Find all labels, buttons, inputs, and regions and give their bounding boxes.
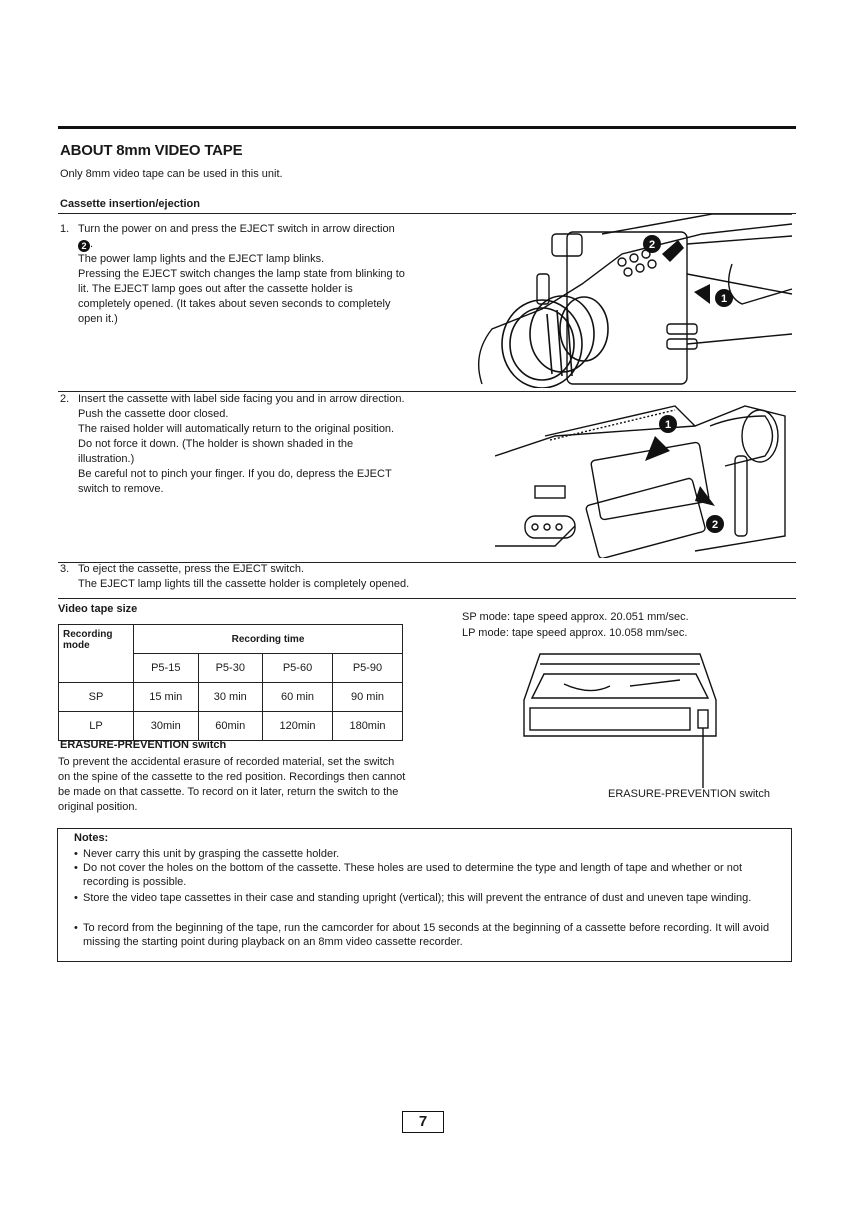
tape-type-header: P5-60 bbox=[263, 654, 333, 683]
time-cell: 180min bbox=[333, 712, 403, 741]
tape-size-heading: Video tape size bbox=[58, 603, 138, 615]
tape-type-header: P5-30 bbox=[198, 654, 263, 683]
tape-type-header: P5-90 bbox=[333, 654, 403, 683]
erasure-heading: ERASURE-PREVENTION switch bbox=[60, 739, 227, 751]
step-line: Do not force it down. (The holder is shown shaded in the illustration.) bbox=[78, 438, 354, 465]
sp-mode-speed: SP mode: tape speed approx. 20.051 mm/sec. bbox=[462, 611, 689, 623]
step-number: 2. bbox=[60, 393, 70, 405]
time-cell: 60min bbox=[198, 712, 263, 741]
cassette-spine-illustration bbox=[520, 650, 720, 790]
notes-heading: Notes: bbox=[74, 832, 109, 844]
note-item: • Never carry this unit by grasping the cassette holder. bbox=[74, 848, 340, 860]
lp-mode-speed: LP mode: tape speed approx. 10.058 mm/sec. bbox=[462, 627, 688, 639]
tape-size-table bbox=[58, 624, 403, 741]
time-cell: 30 min bbox=[198, 683, 263, 712]
step-line: Insert the cassette with label side facing you and in arrow direction. Push the cassette door closed. bbox=[78, 393, 405, 420]
page-number: 7 bbox=[402, 1111, 444, 1133]
note-item: • Do not cover the holes on the bottom of the cassette. These holes are used to determine the type and length of tape and whether or not recording is possible. bbox=[74, 862, 743, 888]
camcorder-eject-illustration bbox=[472, 214, 796, 388]
intro-text: Only 8mm video tape can be used in this unit. bbox=[60, 168, 283, 180]
step-number: 3. bbox=[60, 563, 70, 575]
svg-text:1: 1 bbox=[664, 419, 672, 431]
step-3 bbox=[60, 562, 420, 592]
erasure-text: To prevent the accidental erasure of recorded material, set the switch on the spine of the cassette to the red position. Recordings then cannot be made on that cassette. To record on it later, return the switch to the original position. bbox=[58, 756, 406, 813]
badge-2-icon: 2 bbox=[78, 240, 90, 252]
svg-text:2: 2 bbox=[711, 519, 719, 531]
bullet-icon: • bbox=[74, 922, 78, 934]
cassette-insertion-illustration bbox=[495, 396, 790, 558]
note-item: • Store the video tape cassettes in their case and standing upright (vertical); this will prevent the entrance of dust and uneven tape winding. bbox=[74, 892, 752, 904]
svg-text:2: 2 bbox=[648, 239, 656, 251]
time-cell: 60 min bbox=[263, 683, 333, 712]
step-line: The power lamp lights and the EJECT lamp blinks. bbox=[78, 253, 325, 265]
note-item: • To record from the beginning of the tape, run the camcorder for about 15 seconds at the beginning of a cassette before recording. It will avoid missing the starting point during playback on an 8mm video cassette recorder. bbox=[74, 922, 770, 948]
section-title: ABOUT 8mm VIDEO TAPE bbox=[60, 142, 243, 159]
tape-speed-info bbox=[462, 609, 689, 641]
top-rule bbox=[58, 126, 796, 129]
table-row bbox=[59, 683, 403, 712]
mode-header: Recording mode bbox=[59, 625, 134, 683]
erasure-switch-label: ERASURE-PREVENTION switch bbox=[608, 788, 770, 800]
step-line: The EJECT lamp lights till the cassette holder is completely opened. bbox=[78, 578, 410, 590]
step-line: To eject the cassette, press the EJECT switch. bbox=[78, 563, 305, 575]
time-cell: 30min bbox=[134, 712, 199, 741]
time-cell: 120min bbox=[263, 712, 333, 741]
mode-cell: SP bbox=[59, 683, 134, 712]
bullet-icon: • bbox=[74, 892, 78, 904]
time-cell: 90 min bbox=[333, 683, 403, 712]
step-2 bbox=[60, 392, 407, 497]
time-header: Recording time bbox=[134, 625, 403, 654]
table-row bbox=[59, 712, 403, 741]
step-1: 1. Turn the power on and press the EJECT switch in arrow direction 2 . The power lamp lights and the EJECT lamp blinks. Pressing the EJECT switch changes the lamp state from blinking to lit. The EJECT lamp goes out after the cassette holder is completely opened. (It takes about seven seconds to completely open it.) bbox=[60, 222, 407, 327]
step-line: Be careful not to pinch your finger. If you do, depress the EJECT switch to remove. bbox=[78, 468, 392, 495]
mode-cell: LP bbox=[59, 712, 134, 741]
step-line: Pressing the EJECT switch changes the lamp state from blinking to lit. The EJECT lamp goes out after the cassette holder is completely opened. (It takes about seven seconds to completely open it.) bbox=[78, 268, 405, 325]
tape-type-header: P5-15 bbox=[134, 654, 199, 683]
cassette-heading: Cassette insertion/ejection bbox=[60, 198, 200, 210]
bullet-icon: • bbox=[74, 848, 78, 860]
step-line: Turn the power on and press the EJECT switch in arrow direction bbox=[78, 223, 395, 235]
bullet-icon: • bbox=[74, 862, 78, 874]
step-line: The raised holder will automatically return to the original position. bbox=[78, 423, 395, 435]
time-cell: 15 min bbox=[134, 683, 199, 712]
divider bbox=[58, 598, 796, 599]
svg-text:1: 1 bbox=[720, 293, 728, 305]
step-number: 1. bbox=[60, 223, 70, 235]
